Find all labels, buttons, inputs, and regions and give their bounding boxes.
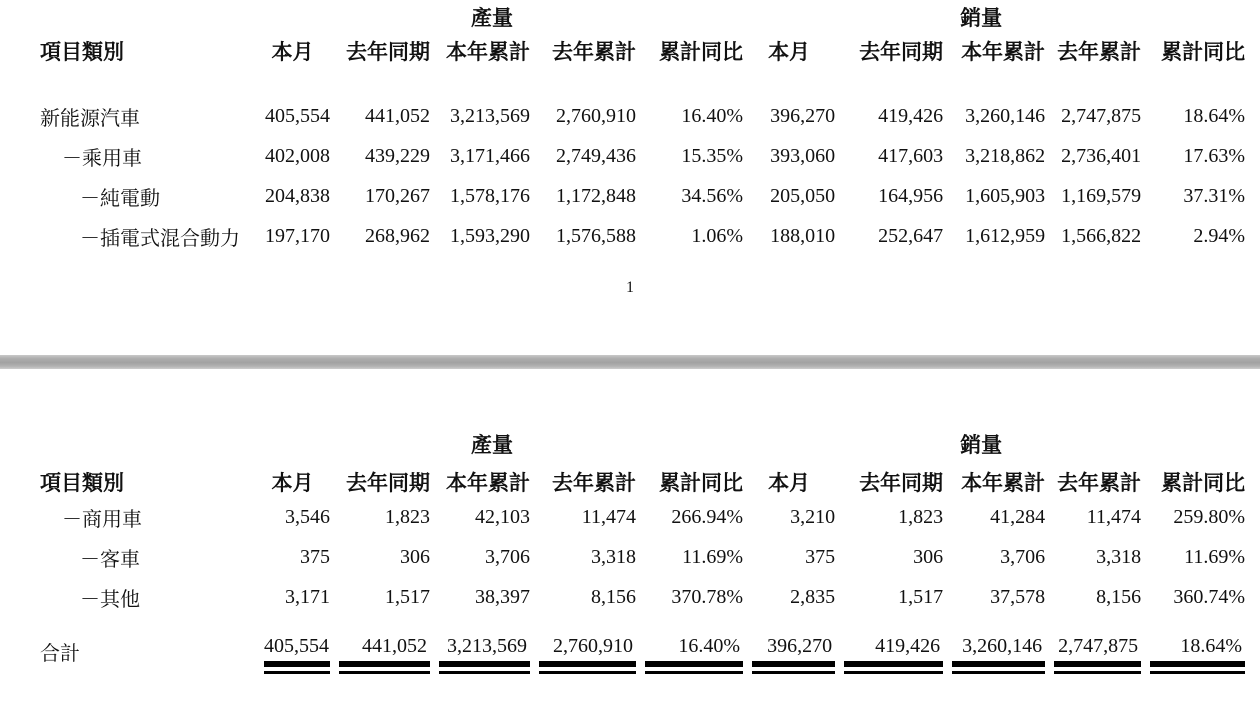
value-cell bbox=[743, 617, 835, 671]
value-cell bbox=[330, 617, 430, 671]
category-cell: －乘用車 bbox=[62, 147, 142, 170]
value-cell: 419,426 bbox=[878, 104, 944, 127]
document-page bbox=[0, 2, 1260, 707]
value-cell: 34.56% bbox=[681, 184, 744, 207]
value-cell: 3,171,466 bbox=[450, 144, 530, 167]
group-header-row bbox=[40, 429, 1245, 459]
column-header-sales-month: 本月 bbox=[768, 471, 811, 495]
value-cell bbox=[835, 617, 943, 671]
value-cell: 252,647 bbox=[878, 224, 944, 247]
value-cell: 1,823 bbox=[385, 505, 430, 528]
value-cell: 38,397 bbox=[475, 585, 530, 608]
total-value-double-underline: 18.64% bbox=[1150, 635, 1245, 667]
value-cell: 8,156 bbox=[591, 585, 636, 608]
value-cell: 11.69% bbox=[682, 545, 744, 568]
value-cell: 15.35% bbox=[681, 144, 744, 167]
column-header-sales-ytd: 本年累計 bbox=[961, 471, 1046, 495]
column-header-production-last-year-period: 去年同期 bbox=[346, 40, 430, 64]
value-cell: 8,156 bbox=[1096, 585, 1142, 608]
value-cell: 1.06% bbox=[691, 224, 744, 247]
value-cell: 3,218,862 bbox=[965, 144, 1046, 167]
total-row bbox=[40, 617, 1245, 671]
value-cell: 11,474 bbox=[1086, 505, 1142, 528]
value-cell bbox=[636, 617, 743, 671]
table-row bbox=[40, 577, 1245, 617]
column-header-sales-ytd: 本年累計 bbox=[961, 40, 1046, 64]
value-cell: 1,517 bbox=[385, 585, 430, 608]
value-cell: 3,171 bbox=[285, 585, 330, 608]
value-cell: 439,229 bbox=[365, 144, 430, 167]
group-header-row bbox=[40, 2, 1245, 32]
column-header-production-month: 本月 bbox=[271, 471, 314, 495]
value-cell: 11.69% bbox=[1184, 545, 1246, 568]
production-sales-table-bottom bbox=[40, 429, 1245, 671]
value-cell: 2,760,910 bbox=[556, 104, 636, 127]
group-header-spacer bbox=[40, 2, 255, 32]
value-cell: 1,823 bbox=[898, 505, 944, 528]
table-row bbox=[40, 136, 1245, 176]
column-header-sales-month: 本月 bbox=[768, 40, 811, 64]
value-cell: 393,060 bbox=[770, 144, 836, 167]
value-cell: 2,835 bbox=[790, 585, 836, 608]
value-cell: 37,578 bbox=[990, 585, 1046, 608]
sales-group-header: 銷量 bbox=[960, 6, 1003, 30]
table-row bbox=[40, 216, 1245, 256]
table-row bbox=[40, 537, 1245, 577]
value-cell: 3,318 bbox=[1096, 545, 1142, 568]
total-value-double-underline: 3,213,569 bbox=[439, 635, 530, 667]
table-row bbox=[40, 497, 1245, 537]
column-header-production-last-ytd: 去年累計 bbox=[552, 40, 636, 64]
value-cell: 3,213,569 bbox=[450, 104, 530, 127]
value-cell: 3,706 bbox=[1000, 545, 1046, 568]
group-header-spacer bbox=[40, 429, 255, 459]
table-row bbox=[40, 176, 1245, 216]
value-cell: 402,008 bbox=[265, 144, 330, 167]
value-cell: 1,169,579 bbox=[1061, 184, 1142, 207]
value-cell: 3,318 bbox=[591, 545, 636, 568]
value-cell: 1,566,822 bbox=[1061, 224, 1142, 247]
value-cell: 1,612,959 bbox=[965, 224, 1046, 247]
column-header-sales-yoy: 累計同比 bbox=[1161, 471, 1246, 495]
value-cell: 17.63% bbox=[1183, 144, 1246, 167]
column-header-production-ytd: 本年累計 bbox=[446, 471, 530, 495]
total-value-double-underline: 405,554 bbox=[264, 635, 330, 667]
column-header-production-yoy: 累計同比 bbox=[659, 40, 744, 64]
column-header-row bbox=[40, 459, 1245, 497]
value-cell bbox=[430, 617, 530, 671]
value-cell bbox=[530, 617, 636, 671]
value-cell: 396,270 bbox=[770, 104, 836, 127]
total-value-double-underline: 3,260,146 bbox=[952, 635, 1045, 667]
value-cell: 405,554 bbox=[265, 104, 330, 127]
column-header-production-month: 本月 bbox=[271, 40, 314, 64]
value-cell: 41,284 bbox=[990, 505, 1046, 528]
category-cell: －其他 bbox=[80, 588, 140, 611]
production-sales-table-top bbox=[40, 2, 1245, 256]
category-cell: －客車 bbox=[80, 548, 140, 571]
value-cell: 259.80% bbox=[1173, 505, 1246, 528]
value-cell: 3,706 bbox=[485, 545, 530, 568]
column-header-sales-last-ytd: 去年累計 bbox=[1057, 40, 1142, 64]
value-cell: 18.64% bbox=[1183, 104, 1246, 127]
value-cell: 2,736,401 bbox=[1061, 144, 1142, 167]
value-cell: 375 bbox=[300, 545, 330, 568]
value-cell: 3,546 bbox=[285, 505, 330, 528]
value-cell: 3,260,146 bbox=[965, 104, 1046, 127]
category-cell: －商用車 bbox=[62, 508, 142, 531]
value-cell: 16.40% bbox=[681, 104, 744, 127]
category-cell: 合計 bbox=[40, 642, 80, 665]
value-cell: 370.78% bbox=[671, 585, 744, 608]
sales-group-header: 銷量 bbox=[960, 433, 1003, 457]
total-value-double-underline: 2,760,910 bbox=[539, 635, 636, 667]
value-cell bbox=[255, 617, 330, 671]
page-number: 1 bbox=[626, 279, 634, 296]
value-cell: 2,749,436 bbox=[556, 144, 636, 167]
table-row bbox=[40, 96, 1245, 136]
value-cell: 1,517 bbox=[898, 585, 944, 608]
value-cell: 360.74% bbox=[1173, 585, 1246, 608]
column-header-production-last-year-period: 去年同期 bbox=[346, 471, 430, 495]
column-header-production-ytd: 本年累計 bbox=[446, 40, 530, 64]
value-cell: 170,267 bbox=[365, 184, 430, 207]
value-cell bbox=[1045, 617, 1141, 671]
category-cell: －插電式混合動力 bbox=[80, 227, 240, 250]
value-cell: 204,838 bbox=[265, 184, 330, 207]
value-cell: 1,578,176 bbox=[450, 184, 530, 207]
value-cell: 268,962 bbox=[365, 224, 430, 247]
production-group-header: 產量 bbox=[471, 6, 514, 30]
total-value-double-underline: 2,747,875 bbox=[1054, 635, 1141, 667]
total-value-double-underline: 16.40% bbox=[645, 635, 743, 667]
value-cell: 205,050 bbox=[770, 184, 836, 207]
page-divider bbox=[0, 355, 1260, 369]
value-cell: 2,747,875 bbox=[1061, 104, 1142, 127]
column-header-category: 項目類別 bbox=[40, 40, 124, 64]
total-value-double-underline: 419,426 bbox=[844, 635, 943, 667]
column-header-production-yoy: 累計同比 bbox=[659, 471, 744, 495]
value-cell bbox=[1141, 617, 1245, 671]
value-cell bbox=[943, 617, 1045, 671]
value-cell: 1,593,290 bbox=[450, 224, 530, 247]
category-cell: 新能源汽車 bbox=[40, 107, 140, 130]
value-cell: 2.94% bbox=[1193, 224, 1246, 247]
value-cell: 42,103 bbox=[475, 505, 530, 528]
value-cell: 266.94% bbox=[671, 505, 744, 528]
value-cell: 1,576,588 bbox=[556, 224, 636, 247]
value-cell: 164,956 bbox=[878, 184, 944, 207]
value-cell: 1,605,903 bbox=[965, 184, 1046, 207]
value-cell: 1,172,848 bbox=[556, 184, 636, 207]
column-header-sales-yoy: 累計同比 bbox=[1161, 40, 1246, 64]
value-cell: 37.31% bbox=[1183, 184, 1246, 207]
column-header-row bbox=[40, 32, 1245, 66]
column-header-sales-last-year-period: 去年同期 bbox=[859, 40, 944, 64]
value-cell: 417,603 bbox=[878, 144, 944, 167]
production-group-header: 產量 bbox=[471, 433, 514, 457]
value-cell: 441,052 bbox=[365, 104, 430, 127]
value-cell: 306 bbox=[913, 545, 944, 568]
column-header-sales-last-ytd: 去年累計 bbox=[1057, 471, 1142, 495]
value-cell: 3,210 bbox=[790, 505, 836, 528]
value-cell: 11,474 bbox=[581, 505, 636, 528]
value-cell: 188,010 bbox=[770, 224, 836, 247]
spacer-row bbox=[40, 66, 1245, 96]
total-value-double-underline: 396,270 bbox=[752, 635, 835, 667]
category-cell: －純電動 bbox=[80, 187, 160, 210]
column-header-sales-last-year-period: 去年同期 bbox=[859, 471, 944, 495]
total-value-double-underline: 441,052 bbox=[339, 635, 430, 667]
value-cell: 197,170 bbox=[265, 224, 330, 247]
value-cell: 375 bbox=[805, 545, 836, 568]
column-header-production-last-ytd: 去年累計 bbox=[552, 471, 636, 495]
column-header-category: 項目類別 bbox=[40, 471, 124, 495]
value-cell: 306 bbox=[400, 545, 430, 568]
